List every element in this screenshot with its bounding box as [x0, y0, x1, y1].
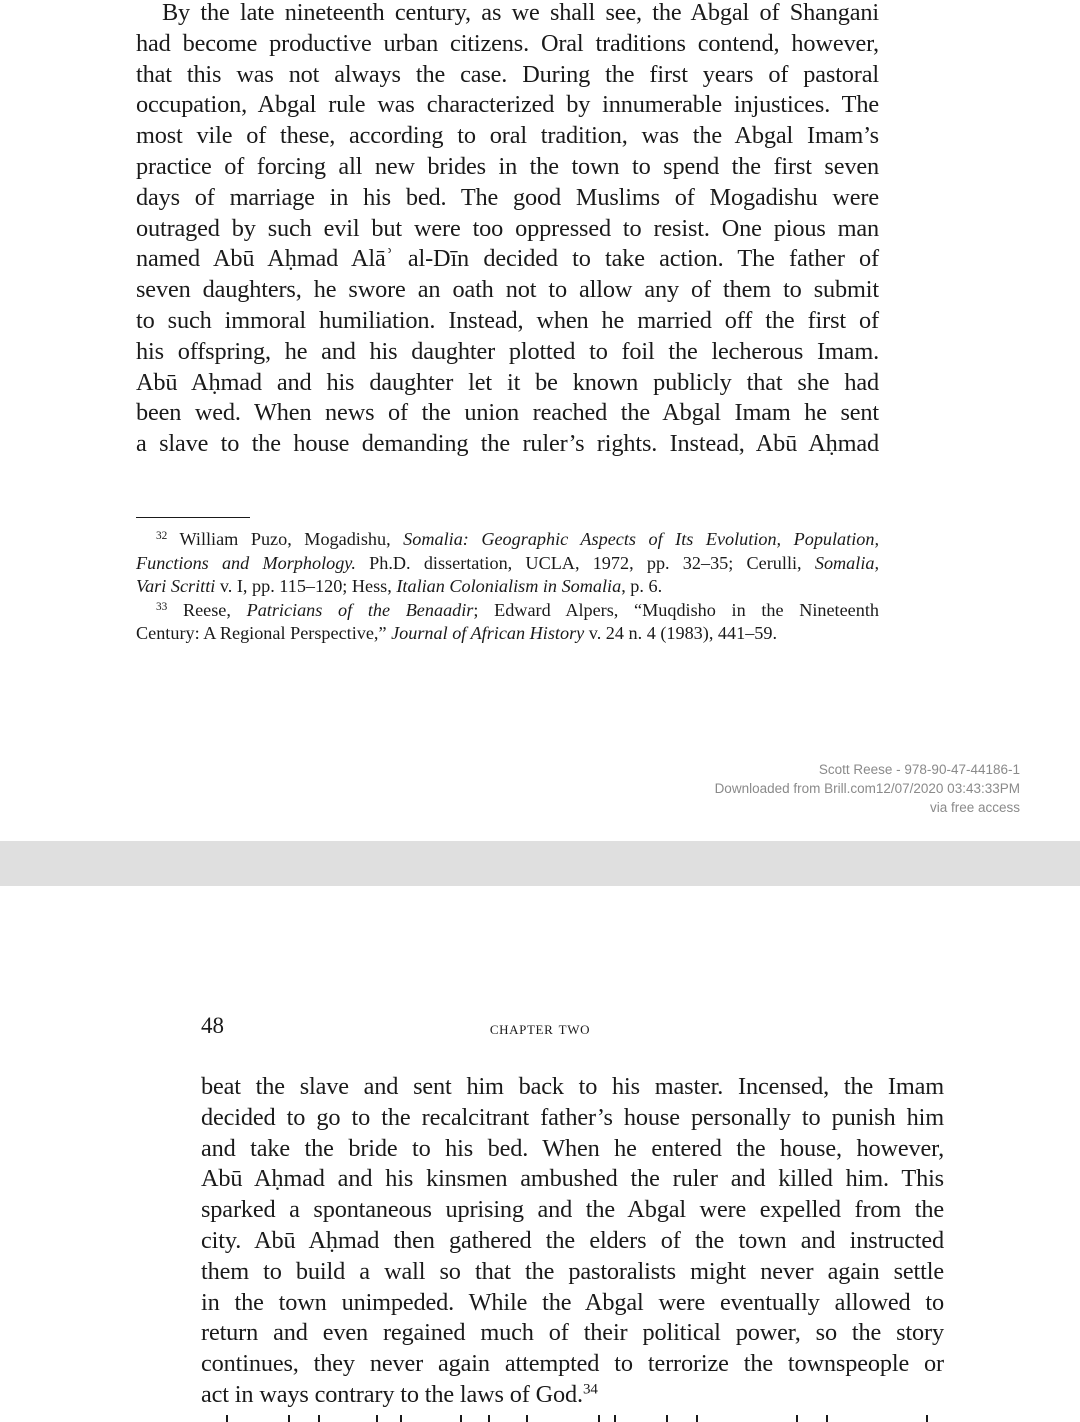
watermark-author-isbn: Scott Reese - 978-90-47-44186-1	[818, 762, 1020, 777]
footnote-text: William Puzo, Mogadishu,	[179, 529, 404, 549]
page-separator	[0, 841, 1080, 886]
footnote-title: Vari Scritti	[136, 576, 216, 596]
clipped-glyph-top	[400, 1415, 402, 1422]
text-line: seven daughters, he swore an oath not to allow any of them to submit	[136, 276, 879, 304]
clipped-glyph-top	[598, 1415, 600, 1422]
text-line: city. Abū Aḥmad then gathered the elders of the town and instructed	[201, 1226, 944, 1254]
download-watermark	[715, 760, 1020, 817]
footnote-32-line2	[136, 552, 879, 576]
footnote-33	[136, 599, 879, 623]
watermark-download-info: Downloaded from Brill.com12/07/2020 03:43:33PM	[714, 781, 1020, 796]
text-line: sparked a spontaneous uprising and the Abgal were expelled from the	[201, 1196, 944, 1224]
clipped-glyph-top	[696, 1415, 698, 1422]
text-line: and take the bride to his bed. When he entered the house, however,	[201, 1134, 944, 1162]
text-line-last	[201, 1380, 944, 1411]
clipped-glyph-top	[318, 1415, 320, 1422]
text-line: that this was not always the case. During the first years of pastoral	[136, 60, 879, 88]
clipped-glyph-top	[488, 1415, 490, 1422]
clipped-glyph-top	[826, 1415, 828, 1422]
text-line: practice of forcing all new brides in the town to spend the first seven	[136, 152, 879, 180]
clipped-glyph-top	[796, 1415, 798, 1422]
text-line: occupation, Abgal rule was characterized by innumerable injustices. The	[136, 91, 879, 119]
text-line: his offspring, he and his daughter plotted to foil the lecherous Imam.	[136, 337, 879, 365]
footnote-33-line2	[136, 622, 879, 646]
text-line: days of marriage in his bed. The good Muslims of Mogadishu were	[136, 183, 879, 211]
footnote-text: Reese,	[182, 599, 247, 620]
footnote-number: 33	[156, 600, 168, 613]
running-head-chapter: chapter two	[489, 1018, 591, 1039]
footnote-title: Italian Colonialism in Somalia	[396, 576, 622, 596]
footnote-title: Functions and Morphology.	[136, 552, 356, 573]
clipped-glyph-top	[376, 1415, 378, 1422]
footnote-32	[136, 528, 879, 552]
clipped-glyph-top	[614, 1415, 616, 1422]
footnote-32-line3	[136, 575, 879, 599]
footnote-title: Journal of African History	[391, 623, 585, 643]
footnote-text: v. 24 n. 4 (1983), 441–59.	[584, 623, 778, 643]
text-line: in the town unimpeded. While the Abgal were eventually allowed to	[201, 1288, 944, 1316]
text-line: beat the slave and sent him back to his master. Incensed, the Imam	[201, 1073, 944, 1100]
footnote-number: 32	[156, 529, 168, 542]
text-line: Abū Aḥmad and his kinsmen ambushed the ruler and killed him. This	[201, 1165, 944, 1193]
text-line: them to build a wall so that the pastoralists might never again settle	[201, 1257, 944, 1285]
footnote-title: Somalia,	[814, 552, 880, 573]
clipped-glyph-top	[926, 1415, 928, 1422]
text-line: outraged by such evil but were too oppressed to resist. One pious man	[136, 214, 879, 242]
body-text-top	[136, 0, 879, 460]
text-line: a slave to the house demanding the ruler’s rights. Instead, Abū Aḥmad	[136, 430, 879, 458]
text-line: continues, they never again attempted to terrorize the townspeople or	[201, 1350, 944, 1378]
clipped-glyph-top	[226, 1415, 228, 1422]
footnote-reference: 34	[582, 1381, 598, 1398]
text-line: named Abū Aḥmad Alāʾ al-Dīn decided to take action. The father of	[136, 245, 879, 273]
text-line: return and even regained much of their political power, so the story	[201, 1319, 944, 1347]
text-line: Abū Aḥmad and his daughter let it be known publicly that she had	[136, 368, 879, 396]
footnote-rule	[136, 517, 250, 518]
footnote-title: Patricians of the Benaadir	[246, 599, 474, 620]
footnote-text: ; Edward Alpers, “Muqdisho in the Nineteenth	[473, 599, 879, 620]
text-line: been wed. When news of the union reached the Abgal Imam he sent	[136, 399, 879, 427]
text-line-content: act in ways contrary to the laws of God.	[201, 1380, 583, 1408]
footnote-text: v. I, pp. 115–120; Hess,	[215, 576, 397, 596]
page-number: 48	[201, 1013, 224, 1038]
footnote-text: , p. 6.	[621, 576, 663, 596]
text-line: to such immoral humiliation. Instead, when he married off the first of	[136, 306, 879, 334]
watermark-access: via free access	[929, 800, 1020, 815]
text-line: By the late nineteenth century, as we shall see, the Abgal of Shangani	[162, 0, 879, 26]
text-line: decided to go to the recalcitrant father’s house personally to punish him	[201, 1103, 944, 1131]
text-line: most vile of these, according to oral tradition, was the Abgal Imam’s	[136, 122, 879, 150]
clipped-glyph-top	[288, 1415, 290, 1422]
footnotes	[136, 528, 879, 646]
body-text-bottom	[201, 1072, 944, 1411]
text-line: had become productive urban citizens. Oral traditions contend, however,	[136, 29, 879, 57]
clipped-glyph-top	[666, 1415, 668, 1422]
clipped-next-line	[226, 1415, 944, 1422]
footnote-text: Ph.D. dissertation, UCLA, 1972, pp. 32–35; Cerulli,	[355, 552, 815, 573]
clipped-glyph-top	[460, 1415, 462, 1422]
footnote-text: Century: A Regional Perspective,”	[136, 623, 392, 643]
clipped-glyph-top	[526, 1415, 528, 1422]
footnote-title: Somalia: Geographic Aspects of Its Evolution, Population,	[403, 529, 879, 549]
